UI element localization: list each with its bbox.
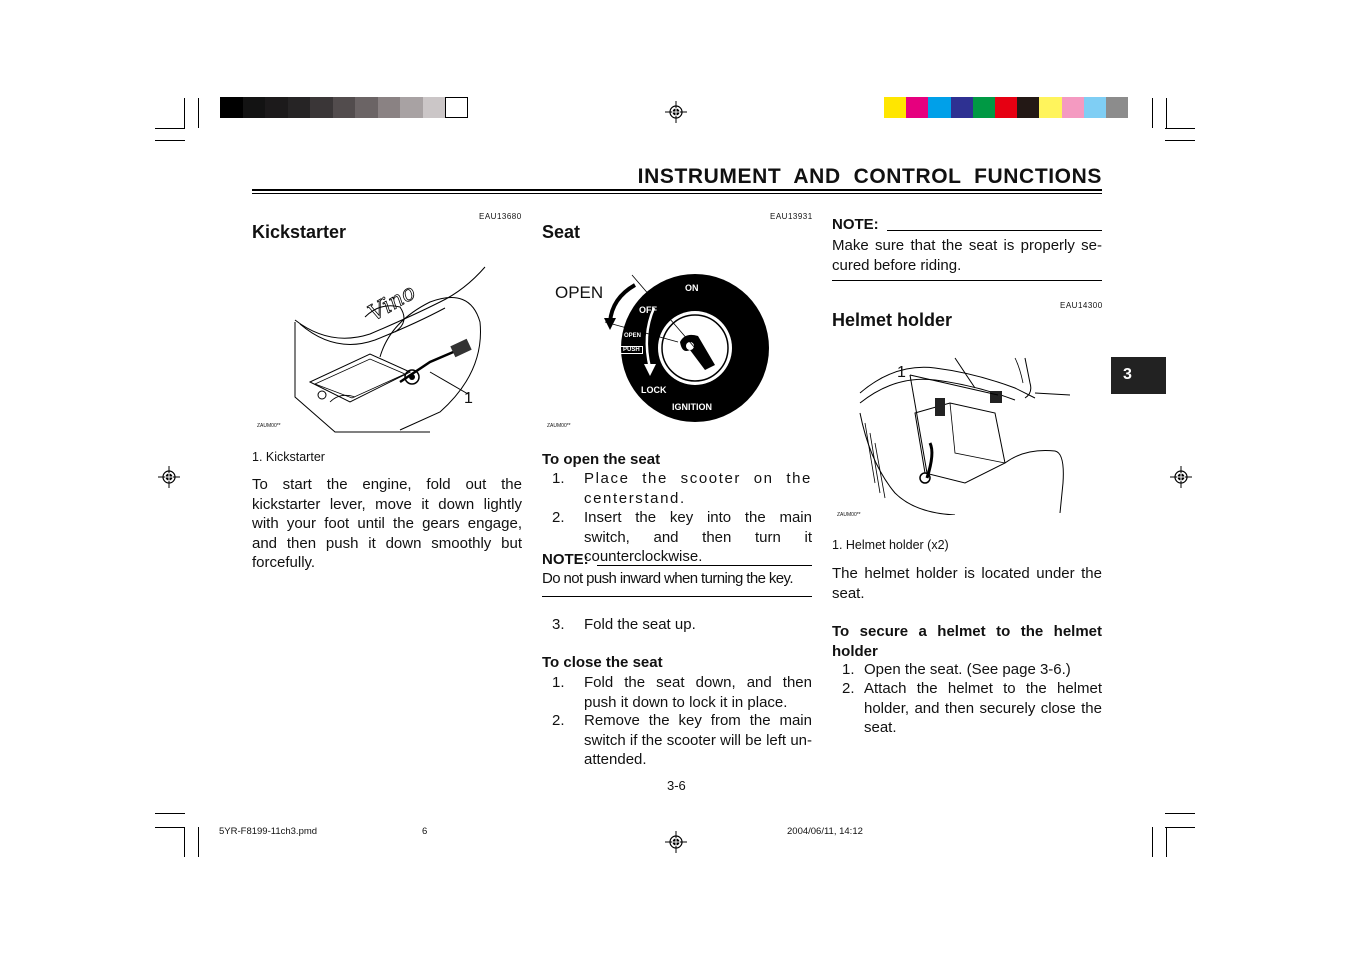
switch-label-on: ON <box>685 283 699 293</box>
crop-mark <box>198 98 199 128</box>
color-swatch <box>1106 97 1128 118</box>
footer-file-name: 5YR-F8199-11ch3.pmd <box>219 826 318 837</box>
close-seat-heading: To close the seat <box>542 654 663 671</box>
crop-mark <box>155 128 185 129</box>
list-item: 2. Remove the key from the main switch if the scooter will be left un-attended. <box>552 712 812 768</box>
switch-label-lock: LOCK <box>641 385 667 395</box>
color-swatch <box>265 97 288 118</box>
figure-callout-label: 1 <box>464 390 473 407</box>
header-rule <box>252 189 1102 191</box>
chapter-tab: 3 <box>1111 357 1166 394</box>
color-swatch <box>423 97 446 118</box>
switch-label-push: PUSH <box>620 346 643 354</box>
crop-mark <box>198 827 199 857</box>
section-title-helmet-holder: Helmet holder <box>832 310 953 330</box>
note-text: Do not push inward when turning the key. <box>542 570 793 587</box>
section-code: EAU13931 <box>770 212 813 221</box>
color-swatch <box>355 97 378 118</box>
note-rule <box>597 565 812 566</box>
color-swatch <box>400 97 423 118</box>
section-code: EAU14300 <box>1060 301 1103 310</box>
registration-mark-icon <box>1170 466 1192 488</box>
crop-mark <box>1152 98 1153 128</box>
list-item: 1. Open the seat. (See page 3-6.) <box>842 661 1071 678</box>
color-swatch <box>333 97 356 118</box>
section-title-seat: Seat <box>542 222 581 242</box>
switch-label-open-small: OPEN <box>624 333 642 339</box>
switch-label-open: OPEN <box>555 283 604 302</box>
list-item: 2. Attach the helmet to the helmet holder, and then securely close the seat. <box>842 680 1102 736</box>
note-label: NOTE: <box>832 216 879 233</box>
crop-mark <box>1165 128 1195 129</box>
figure-code: ZAUM00** <box>837 512 861 518</box>
list-item: 1. Fold the seat down, and then push it down to lock it in place. <box>552 674 812 711</box>
note-label: NOTE: <box>542 551 589 568</box>
registration-mark-icon <box>158 466 180 488</box>
crop-mark <box>155 813 185 814</box>
color-swatch <box>243 97 266 118</box>
color-swatch <box>951 97 973 118</box>
figure-caption: 1. Helmet holder (x2) <box>832 538 949 552</box>
crop-mark <box>1165 827 1195 828</box>
footer-date: 2004/06/11, 14:12 <box>787 826 863 837</box>
color-swatch <box>310 97 333 118</box>
registration-mark-icon <box>665 831 687 853</box>
figure-callout-label: 1 <box>897 364 906 381</box>
section-code: EAU13680 <box>479 212 522 221</box>
note-rule <box>832 280 1102 281</box>
figure-code: ZAUM00** <box>547 423 571 429</box>
color-swatch <box>1039 97 1061 118</box>
color-swatch <box>1062 97 1084 118</box>
list-item: 1. Place the scooter on the centerstand. <box>552 470 812 507</box>
list-item: 2. Insert the key into the main switch, and then turn it counterclockwise. <box>552 509 812 565</box>
crop-mark <box>1166 98 1167 128</box>
footer-page: 6 <box>422 826 428 837</box>
header-rule <box>252 193 1102 194</box>
color-swatch <box>1017 97 1039 118</box>
figure-code: ZAUM00** <box>257 423 281 429</box>
color-swatch <box>884 97 906 118</box>
page-number: 3-6 <box>667 778 686 793</box>
crop-mark <box>1165 140 1195 141</box>
crop-mark <box>155 827 185 828</box>
switch-label-off: OFF <box>639 305 657 315</box>
open-seat-heading: To open the seat <box>542 451 661 468</box>
color-swatch <box>288 97 311 118</box>
crop-mark <box>1152 827 1153 857</box>
note-rule <box>887 230 1102 231</box>
color-swatch <box>906 97 928 118</box>
crop-mark <box>1165 813 1195 814</box>
color-swatch <box>1084 97 1106 118</box>
svg-text:Vino: Vino <box>364 279 421 327</box>
crop-mark <box>155 140 185 141</box>
page-header-title: INSTRUMENT AND CONTROL FUNCTIONS <box>637 165 1102 188</box>
list-item: 3. Fold the seat up. <box>552 616 696 633</box>
note-rule <box>542 596 812 597</box>
registration-mark-icon <box>665 101 687 123</box>
section-title-kickstarter: Kickstarter <box>252 222 347 242</box>
note-text: Make sure that the seat is properly se-cured before riding. <box>832 237 1102 274</box>
color-swatch <box>973 97 995 118</box>
color-swatch <box>995 97 1017 118</box>
color-swatch <box>928 97 950 118</box>
figure-caption: 1. Kickstarter <box>252 450 325 464</box>
switch-label-ignition: IGNITION <box>672 402 712 412</box>
color-swatch <box>220 97 243 118</box>
kickstarter-body: To start the engine, fold out the kickstarter lever, move it down lightly with your foot until the gears engage, and then push it down smoothly but forcefully. <box>252 476 522 571</box>
helmet-holder-body: The helmet holder is located under the seat. <box>832 565 1102 602</box>
crop-mark <box>1166 827 1167 857</box>
helmet-holder-illustration <box>855 353 1070 515</box>
color-swatch <box>445 97 468 118</box>
crop-mark <box>184 827 185 857</box>
crop-mark <box>184 98 185 128</box>
color-swatch <box>378 97 401 118</box>
secure-helmet-heading: To secure a helmet to the helmet holder <box>832 623 1102 660</box>
kickstarter-illustration <box>290 262 490 434</box>
